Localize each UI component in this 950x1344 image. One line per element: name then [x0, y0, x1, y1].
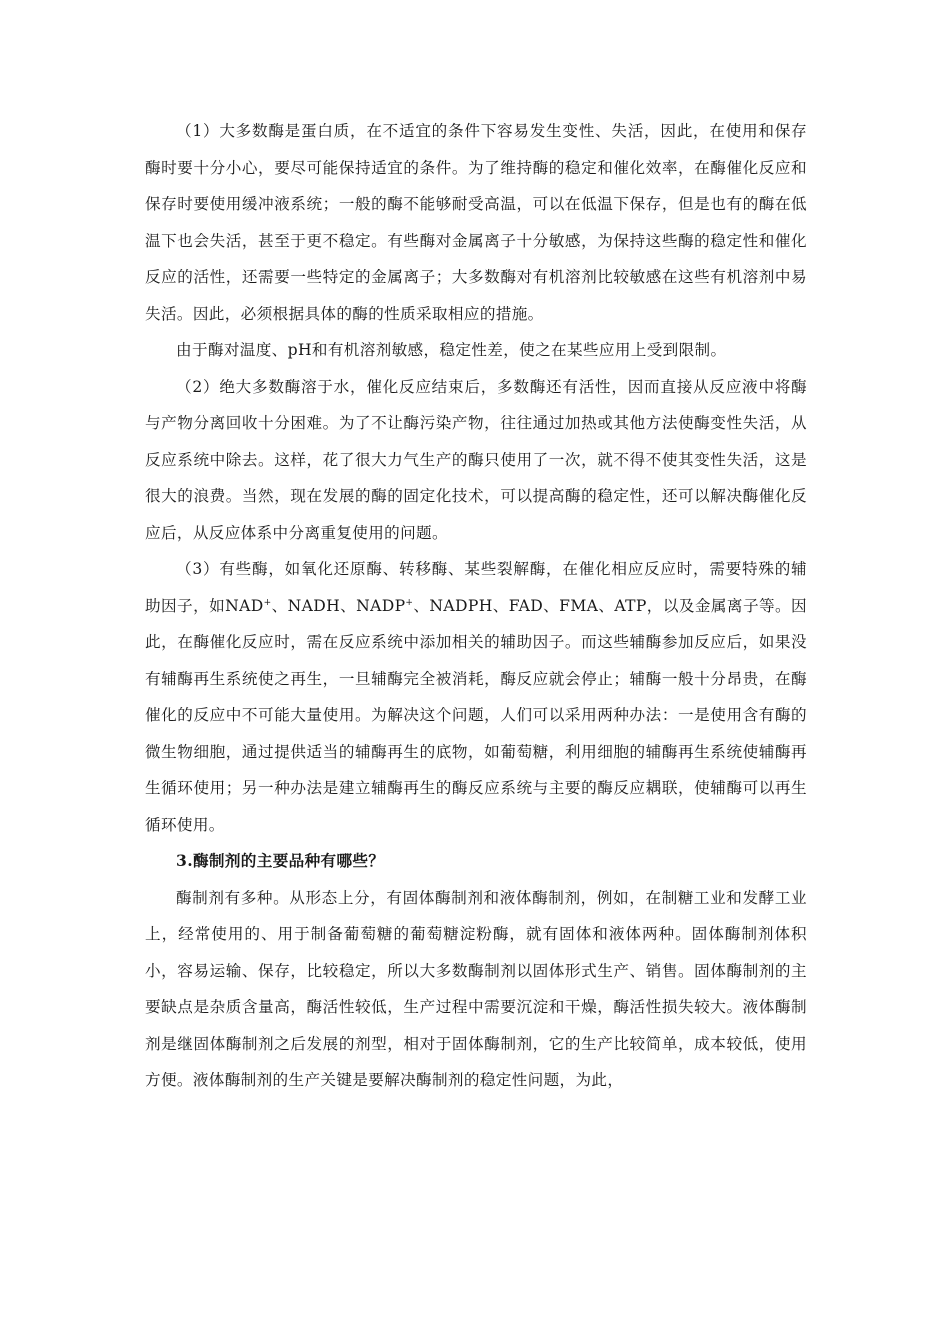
- cofactor-text-a: （3）有些酶，如氧化还原酶、转移酶、某些裂解酶，在催化相应反应时，需要特殊的辅助因子，如NAD: [145, 560, 807, 615]
- cofactor-text-b: 、NADH、NADP: [271, 596, 406, 615]
- paragraph-cofactors: [145, 551, 807, 843]
- paragraph-enzyme-stability: （1）大多数酶是蛋白质，在不适宜的条件下容易发生变性、失活，因此，在使用和保存酶时要十分小心，要尽可能保持适宜的条件。为了维持酶的稳定和催化效率，在酶催化反应和保存时要使用缓冲液系统；一般的酶不能够耐受高温，可以在低温下保存，但是也有的酶在低温下也会失活，甚至于更不稳定。有些酶对金属离子十分敏感，为保持这些酶的稳定性和催化反应的活性，还需要一些特定的金属离子；大多数酶对有机溶剂比较敏感在这些有机溶剂中易失活。因此，必须根据具体的酶的性质采取相应的措施。: [145, 122, 807, 323]
- section-heading: 3.酶制剂的主要品种有哪些？: [176, 851, 385, 870]
- cofactor-text-c: 、NADPH、FAD、FMA、ATP，以及金属离子等。因此，在酶催化反应时，需在反应系统中添加相关的辅助因子。而这些辅酶参加反应后，如果没有辅酶再生系统使之再生，一旦辅酶完全被消耗，酶反应就会停止；辅酶一般十分昂贵，在酶催化的反应中不可能大量使用。为解决这个问题，人们可以采用两种办法：一是使用含有酶的微生物细胞，通过提供适当的辅酶再生的底物，如葡萄糖，利用细胞的辅酶再生系统使辅酶再生循环使用；另一种办法是建立辅酶再生的酶反应系统与主要的酶反应耦联，使辅酶可以再生循环使用。: [145, 596, 807, 834]
- paragraph-enzyme-preparations: 酶制剂有多种。从形态上分，有固体酶制剂和液体酶制剂，例如，在制糖工业和发酵工业上，经常使用的、用于制备葡萄糖的葡萄糖淀粉酶，就有固体和液体两种。固体酶制剂体积小，容易运输、保存，比较稳定，所以大多数酶制剂以固体形式生产、销售。固体酶制剂的主要缺点是杂质含量高，酶活性较低，生产过程中需要沉淀和干燥，酶活性损失较大。液体酶制剂是继固体酶制剂之后发展的剂型，相对于固体酶制剂，它的生产比较简单，成本较低，使用方便。液体酶制剂的生产关键是要解决酶制剂的稳定性问题，为此，: [145, 888, 807, 1089]
- superscript-plus: +: [263, 597, 272, 608]
- paragraph-enzyme-recovery: （2）绝大多数酶溶于水，催化反应结束后，多数酶还有活性，因而直接从反应液中将酶与产物分离回收十分困难。为了不让酶污染产物，往往通过加热或其他方法使酶变性失活，从反应系统中除去。这样，花了很大力气生产的酶只使用了一次，就不得不使其变性失活，这是很大的浪费。当然，现在发展的酶的固定化技术，可以提高酶的稳定性，还可以解决酶催化反应后，从反应体系中分离重复使用的问题。: [145, 377, 807, 542]
- superscript-plus: +: [405, 597, 414, 608]
- paragraph-stability-limitation: 由于酶对温度、pH和有机溶剂敏感，稳定性差，使之在某些应用上受到限制。: [176, 341, 727, 359]
- document-body: [145, 113, 807, 1099]
